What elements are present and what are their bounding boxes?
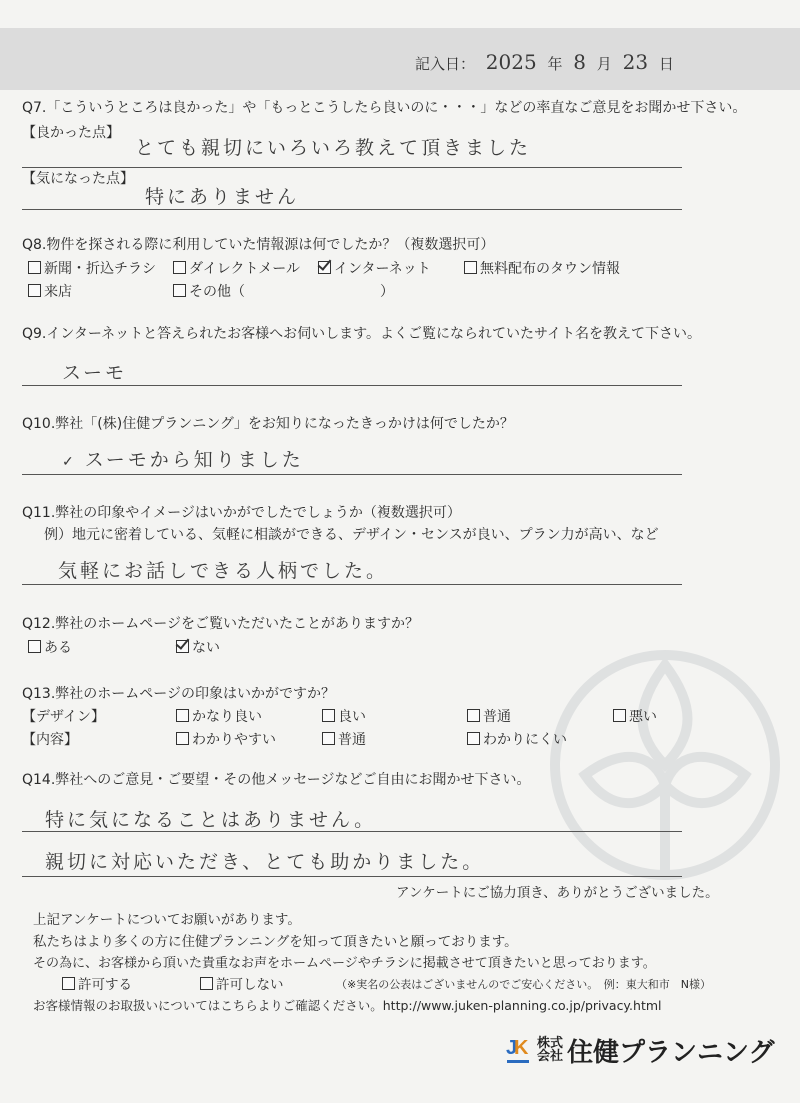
q10-line [22, 474, 682, 475]
q13-design-label: 【デザイン】 [22, 709, 106, 725]
q13-content-normal[interactable]: 普通 [322, 729, 366, 749]
q11-answer[interactable]: 気軽にお話しできる人柄でした。 [58, 560, 389, 582]
day-unit: 日 [658, 55, 674, 73]
checkbox[interactable] [173, 284, 186, 297]
year-unit: 年 [547, 55, 563, 73]
q12-option-no[interactable]: ない [176, 637, 220, 657]
privacy-text[interactable]: お客様情報のお取扱いについてはこちらよりご確認ください。http://www.juken-planning.co.jp/privacy.html [33, 998, 662, 1013]
q13-design-good[interactable]: 良い [322, 706, 366, 726]
q10-question: Q10.弊社「(株)住健プランニング」をお知りになったきっかけは何でしたか？ [22, 416, 514, 432]
checkbox[interactable] [28, 284, 41, 297]
q11-example: 例）地元に密着している、気軽に相談ができる、デザイン・センスが良い、プラン力が高い、など [44, 527, 659, 543]
q9-question: Q9.インターネットと答えられたお客様へお伺いします。よくご覧になられていたサイト名を教えて下さい。 [22, 326, 702, 342]
checkbox-checked[interactable] [318, 261, 331, 274]
q11-line [22, 584, 682, 585]
company-logo [505, 1030, 775, 1070]
svg-text:K: K [514, 1037, 529, 1059]
q7-question: Q7.「こういうところは良かった」や「もっとこうしたら良いのに・・・」などの率直なご意見をお聞かせ下さい。 [22, 100, 747, 116]
q14-answer-line1[interactable]: 特に気になることはありません。 [45, 809, 377, 831]
company-name: 住健プランニング [567, 1037, 775, 1068]
q13-content-label: 【内容】 [22, 732, 78, 748]
q8-option-internet[interactable]: インターネット [318, 258, 431, 278]
q9-answer[interactable]: スーモ [62, 362, 128, 384]
q13-design-normal[interactable]: 普通 [467, 706, 511, 726]
checkbox[interactable] [176, 732, 189, 745]
checkbox[interactable] [322, 732, 335, 745]
checkbox[interactable] [467, 732, 480, 745]
checkbox[interactable] [28, 261, 41, 274]
checkbox[interactable] [62, 977, 75, 990]
q14-line1 [22, 831, 682, 832]
q14-line2 [22, 876, 682, 877]
entry-month: 8 [573, 50, 587, 74]
q8-other-close: ） [380, 284, 394, 300]
request-line1: 上記アンケートについてお願いがあります。 [33, 912, 301, 928]
q12-question: Q12.弊社のホームページをご覧いただいたことがありますか？ [22, 616, 420, 632]
checkbox[interactable] [322, 709, 335, 722]
svg-text:J: J [506, 1037, 518, 1059]
q7-concern-answer[interactable]: 特にありません [145, 186, 300, 208]
q7-concern-label: 【気になった点】 [22, 171, 134, 187]
entry-date [415, 50, 674, 74]
q8-option-town-info[interactable]: 無料配布のタウン情報 [464, 258, 620, 278]
month-unit: 月 [596, 55, 612, 73]
q9-line [22, 385, 682, 386]
q13-design-bad[interactable]: 悪い [613, 706, 657, 726]
company-logo-icon [505, 1032, 531, 1068]
anonymity-note: （※実名の公表はございませんのでご安心ください。 例：東大和市 N様） [336, 978, 711, 991]
deny-option[interactable]: 許可しない [200, 973, 284, 993]
header-band [0, 28, 800, 90]
q13-question: Q13.弊社のホームページの印象はいかがですか？ [22, 686, 336, 702]
q14-question: Q14.弊社へのご意見・ご要望・その他メッセージなどご自由にお聞かせ下さい。 [22, 772, 531, 788]
request-line2: 私たちはより多くの方に住健プランニングを知って頂きたいと願っております。 [33, 934, 518, 950]
q8-question: Q8.物件を探される際に利用していた情報源は何でしたか？（複数選択可） [22, 237, 495, 253]
corp-type [537, 1037, 563, 1063]
checkmark-icon: ✓ [62, 454, 77, 470]
checkbox[interactable] [200, 977, 213, 990]
q11-question: Q11.弊社の印象やイメージはいかがでしたでしょうか（複数選択可） [22, 505, 461, 521]
checkbox[interactable] [28, 640, 41, 653]
q10-answer[interactable]: ✓ スーモから知りました [62, 449, 304, 471]
q7-good-answer[interactable]: とても親切にいろいろ教えて頂きました [135, 137, 532, 159]
q8-option-newspaper[interactable]: 新聞・折込チラシ [28, 258, 156, 278]
q13-content-hard[interactable]: わかりにくい [467, 729, 567, 749]
q12-option-yes[interactable]: ある [28, 637, 72, 657]
request-line3: その為に、お客様から頂いた貴重なお声をホームページやチラシに掲載させて頂きたいと思っております。 [33, 956, 656, 971]
q8-option-visit[interactable]: 来店 [28, 281, 72, 301]
q8-option-direct-mail[interactable]: ダイレクトメール [173, 258, 300, 278]
thanks-text: アンケートにご協力頂き、ありがとうございました。 [396, 885, 719, 901]
entry-label: 記入日： [415, 55, 476, 73]
corp-type-bottom: 会社 [537, 1049, 564, 1064]
permit-option[interactable]: 許可する [62, 973, 132, 993]
q7-concern-line [22, 209, 682, 210]
q14-answer-line2[interactable]: 親切に対応いただき、とても助かりました。 [45, 851, 485, 873]
entry-day: 23 [622, 50, 649, 74]
crest-watermark-icon [545, 625, 785, 905]
checkbox[interactable] [176, 709, 189, 722]
q13-design-very-good[interactable]: かなり良い [176, 706, 262, 726]
entry-year: 2025 [485, 50, 537, 74]
q8-option-other[interactable]: その他（ [173, 281, 245, 301]
checkbox[interactable] [173, 261, 186, 274]
q13-content-easy[interactable]: わかりやすい [176, 729, 276, 749]
checkbox[interactable] [613, 709, 626, 722]
checkbox[interactable] [467, 709, 480, 722]
corp-type-top: 株式 [537, 1036, 564, 1051]
q7-good-label: 【良かった点】 [22, 125, 120, 141]
checkbox-checked[interactable] [176, 640, 189, 653]
checkbox[interactable] [464, 261, 477, 274]
